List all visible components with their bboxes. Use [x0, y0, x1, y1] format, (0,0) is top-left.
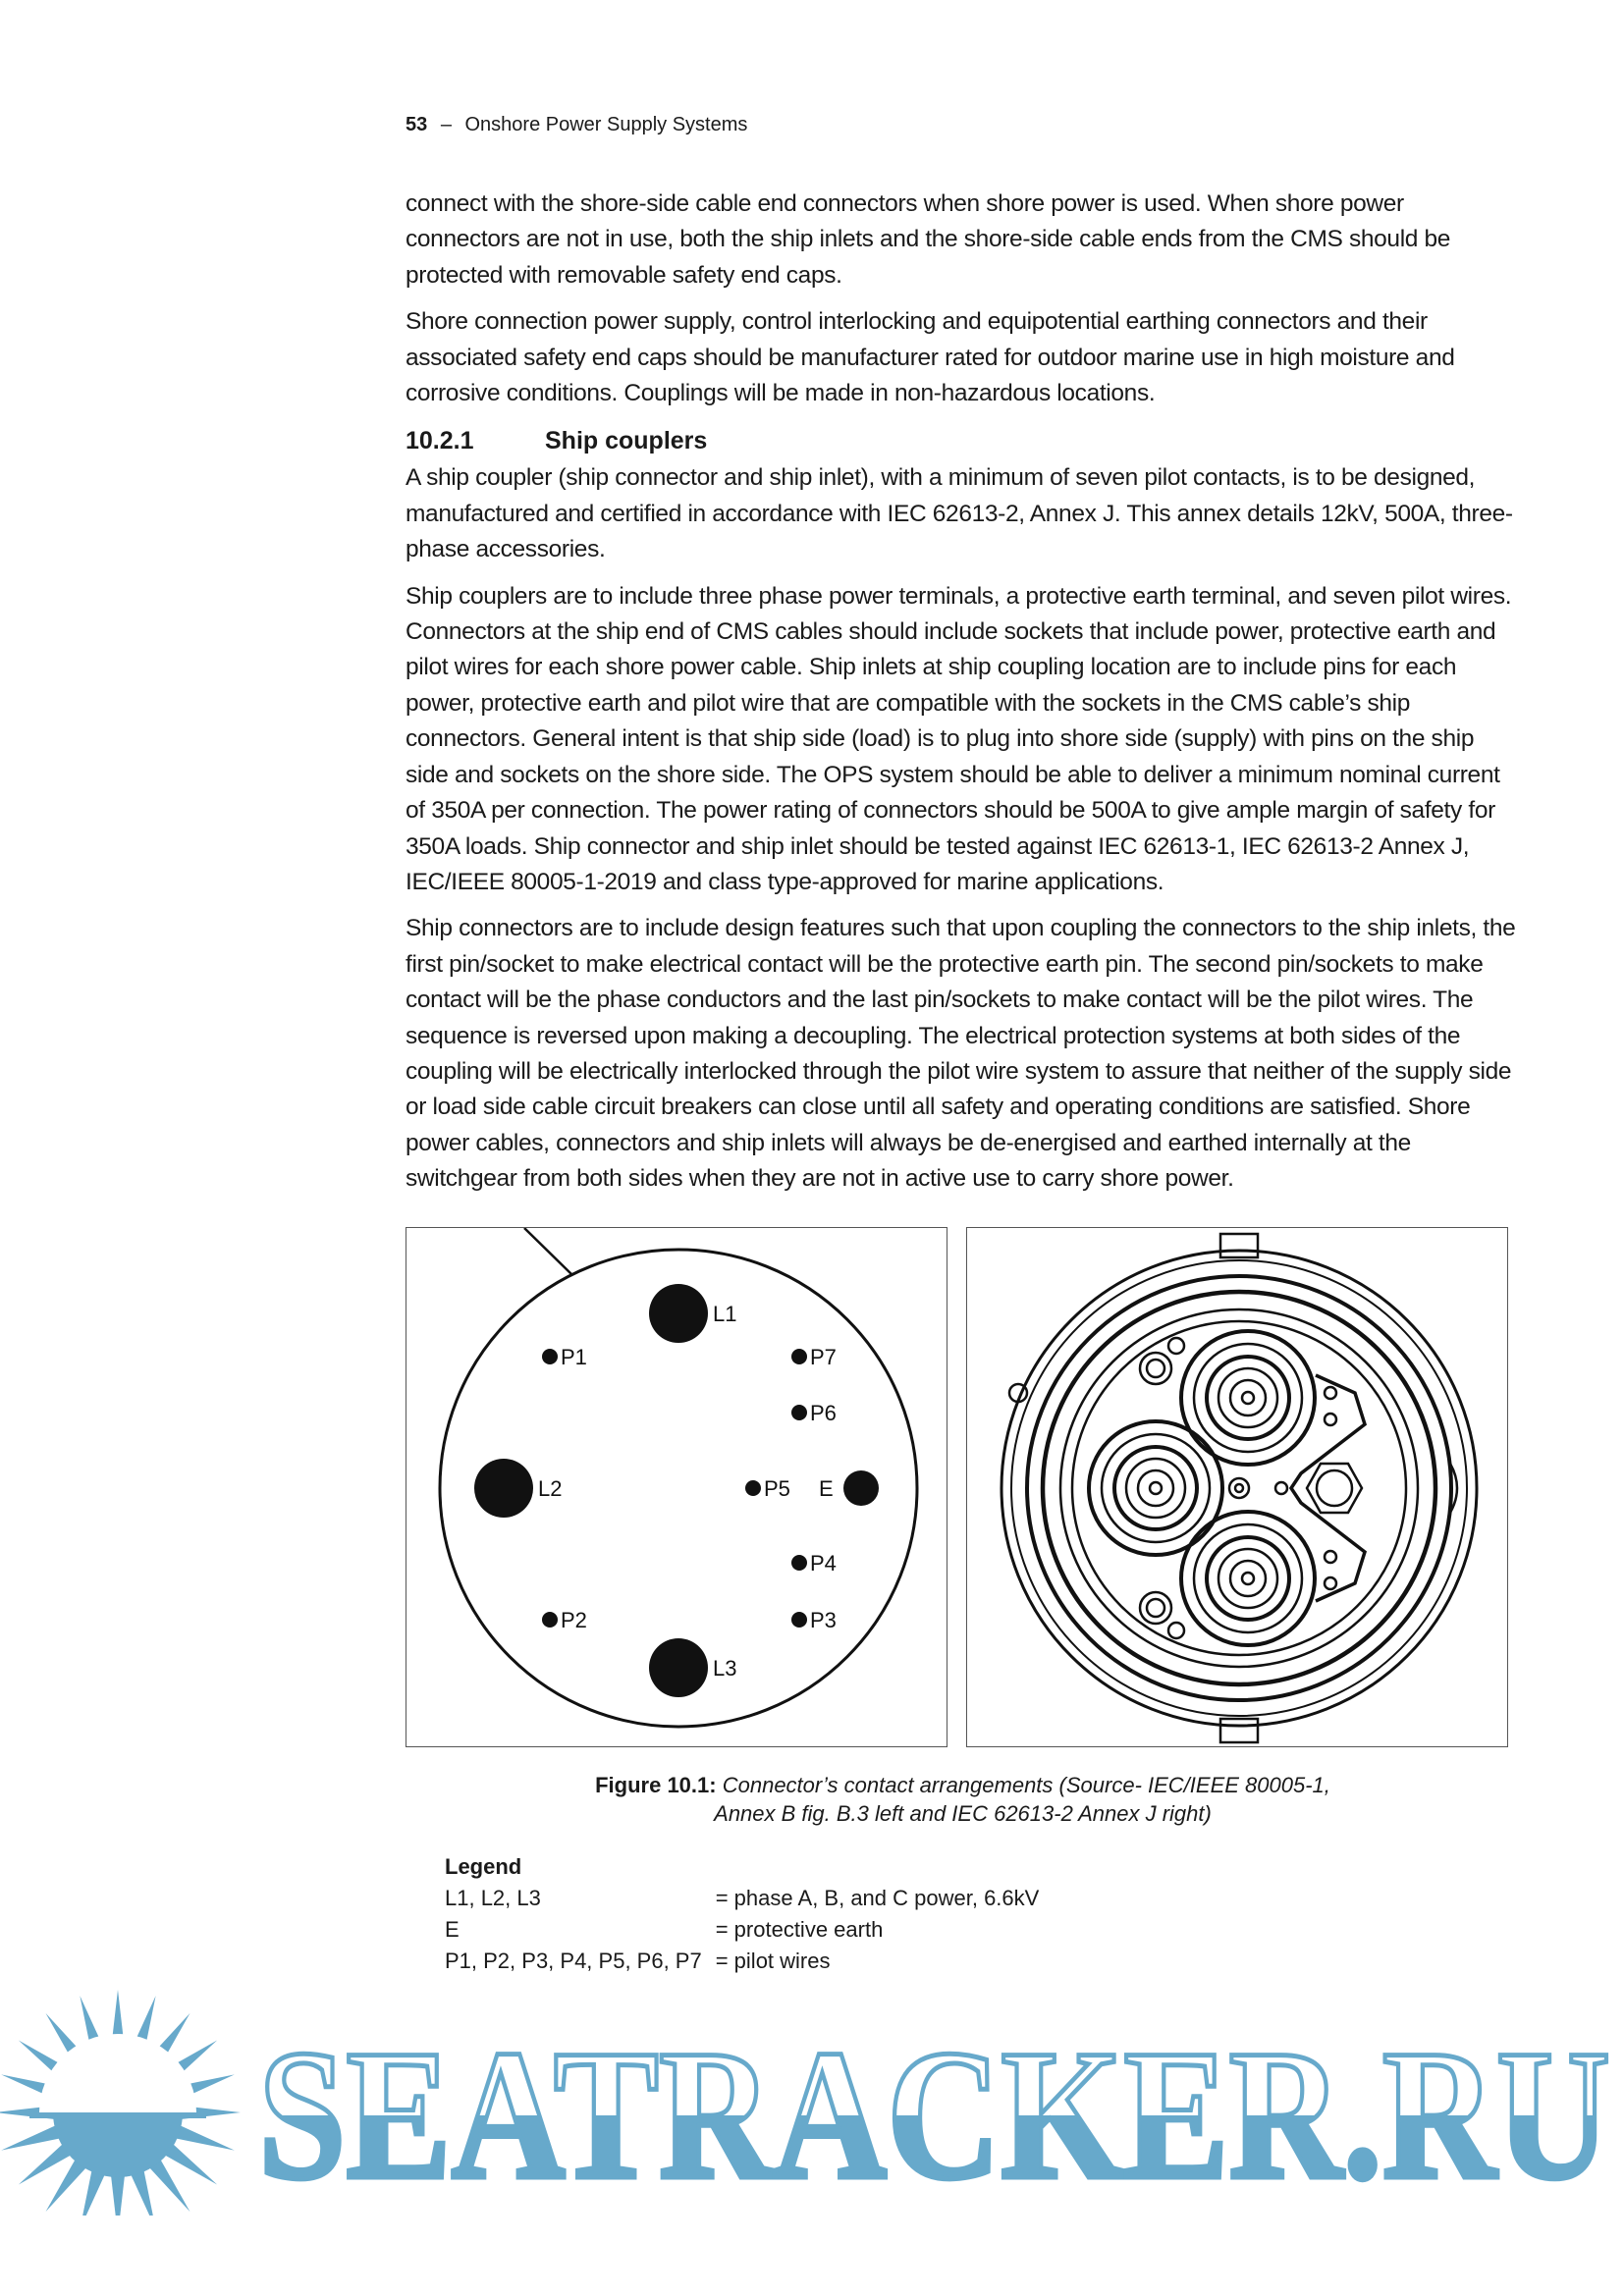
paragraph: Shore connection power supply, control interlocking and equipotential earthing connectors and their associated safety end caps should be manufacturer rated for outdoor marine use in high moisture and corrosive conditions. Couplings will be made in non-hazardous locations.: [406, 308, 1455, 407]
paragraph: Ship connectors are to include design features such that upon coupling the connectors to the ship inlets, the first pin/socket to make electrical contact will be the protective earth pin. The second pin/sockets to make contact will be the phase conductors and the last pin/sockets to make contact will be the pilot wires. The sequence is reversed upon making a decoupling. The electrical protection systems at both sides of the coupling will be electrically interlocked through the pilot wire system to assure that neither of the supply side or load side cable circuit breakers can close until all safety and operating conditions are satisfied. Shore power cables, connectors and ship inlets will always be de-energised and earthed internally at the switchgear from both sides when they are not in active use to carry shore power.: [406, 915, 1516, 1193]
legend-value: = phase A, B, and C power, 6.6kV: [715, 1885, 1040, 1910]
sun-icon: [0, 1990, 241, 2216]
contact-P7: [791, 1345, 837, 1369]
contact-E: [819, 1470, 879, 1506]
svg-text:P5: P5: [764, 1475, 790, 1501]
contact-L3: [649, 1638, 736, 1697]
header-separator: –: [440, 114, 452, 135]
page-number: 53: [406, 114, 428, 135]
legend-key: P1, P2, P3, P4, P5, P6, P7: [445, 1948, 702, 1973]
contact-L2: [474, 1459, 562, 1518]
svg-text:L2: L2: [538, 1475, 563, 1501]
caption-label: Figure 10.1:: [595, 1772, 717, 1797]
contact-P2: [542, 1608, 587, 1632]
caption-text-line1: Connector’s contact arrangements (Source- IEC/IEEE 80005-1,: [722, 1772, 1330, 1797]
contact-P4: [791, 1551, 837, 1575]
contact-P3: [791, 1608, 837, 1632]
paragraph: A ship coupler (ship connector and ship inlet), with a minimum of seven pilot contacts, is to be designed, manufactured and certified in accordance with IEC 62613-2, Annex J. This annex details 12kV, 500A, three-phase accessories.: [406, 464, 1513, 563]
contact-L1: [649, 1284, 736, 1343]
running-header: [406, 112, 1520, 137]
svg-text:L1: L1: [713, 1301, 737, 1326]
legend-key: E: [445, 1916, 460, 1942]
legend-key: L1, L2, L3: [445, 1885, 541, 1910]
section-title: Ship couplers: [545, 427, 708, 455]
svg-text:E: E: [819, 1475, 834, 1501]
leader-line: [524, 1228, 571, 1274]
page-content: [406, 0, 1520, 1975]
contact-P1: [542, 1345, 587, 1369]
watermark-text: SEATRACKER.RU: [258, 2011, 1610, 2216]
sun-ray: [110, 2170, 125, 2215]
figure-caption: [406, 1771, 1520, 1828]
svg-text:P6: P6: [810, 1400, 837, 1425]
svg-text:P1: P1: [561, 1344, 587, 1369]
legend-value: = pilot wires: [715, 1948, 831, 1973]
contact-P6: [791, 1401, 837, 1425]
legend-value: = protective earth: [715, 1916, 884, 1942]
figure-row: [406, 1227, 1520, 1747]
svg-text:P4: P4: [810, 1550, 837, 1575]
ship-inlet-drawing: [966, 1227, 1508, 1747]
svg-text:P2: P2: [561, 1607, 587, 1632]
watermark-logo: [0, 1981, 1624, 2220]
contact-arrangement-diagram: [406, 1227, 947, 1747]
svg-text:P3: P3: [810, 1607, 837, 1632]
svg-text:P7: P7: [810, 1344, 837, 1369]
paragraph: connect with the shore-side cable end connectors when shore power is used. When shore power connectors are not in use, both the ship inlets and the shore-side cable ends from the CMS should be protected with removable safety end caps.: [406, 190, 1451, 289]
header-title: Onshore Power Supply Systems: [464, 114, 748, 135]
svg-text:L3: L3: [713, 1655, 737, 1681]
contact-P5: [745, 1476, 790, 1501]
section-number: 10.2.1: [406, 427, 474, 455]
paragraph: Ship couplers are to include three phase power terminals, a protective earth terminal, and seven pilot wires. Connectors at the ship end of CMS cables should include sockets that include power, protective earth and pilot wires for each shore power cable. Ship inlets at ship coupling location are to include pins for each power, protective earth and pilot wire that are compatible with the sockets in the CMS cable’s ship connectors. General intent is that ship side (load) is to plug into shore side (supply) with pins on the ship side and sockets on the shore side. The OPS system should be able to deliver a minimum nominal current of 350A per connection. The power rating of connectors should be 500A to give ample margin of safety for 350A loads. Ship connector and ship inlet should be tested against IEC 62613-1, IEC 62613-2 Annex J, IEC/IEEE 80005-1-2019 and class type-approved for marine applications.: [406, 582, 1512, 895]
caption-text-line2: Annex B fig. B.3 left and IEC 62613-2 Annex J right): [714, 1800, 1212, 1826]
legend-title: Legend: [445, 1853, 522, 1879]
legend: [445, 1853, 1520, 1975]
section-heading: [406, 425, 1520, 456]
